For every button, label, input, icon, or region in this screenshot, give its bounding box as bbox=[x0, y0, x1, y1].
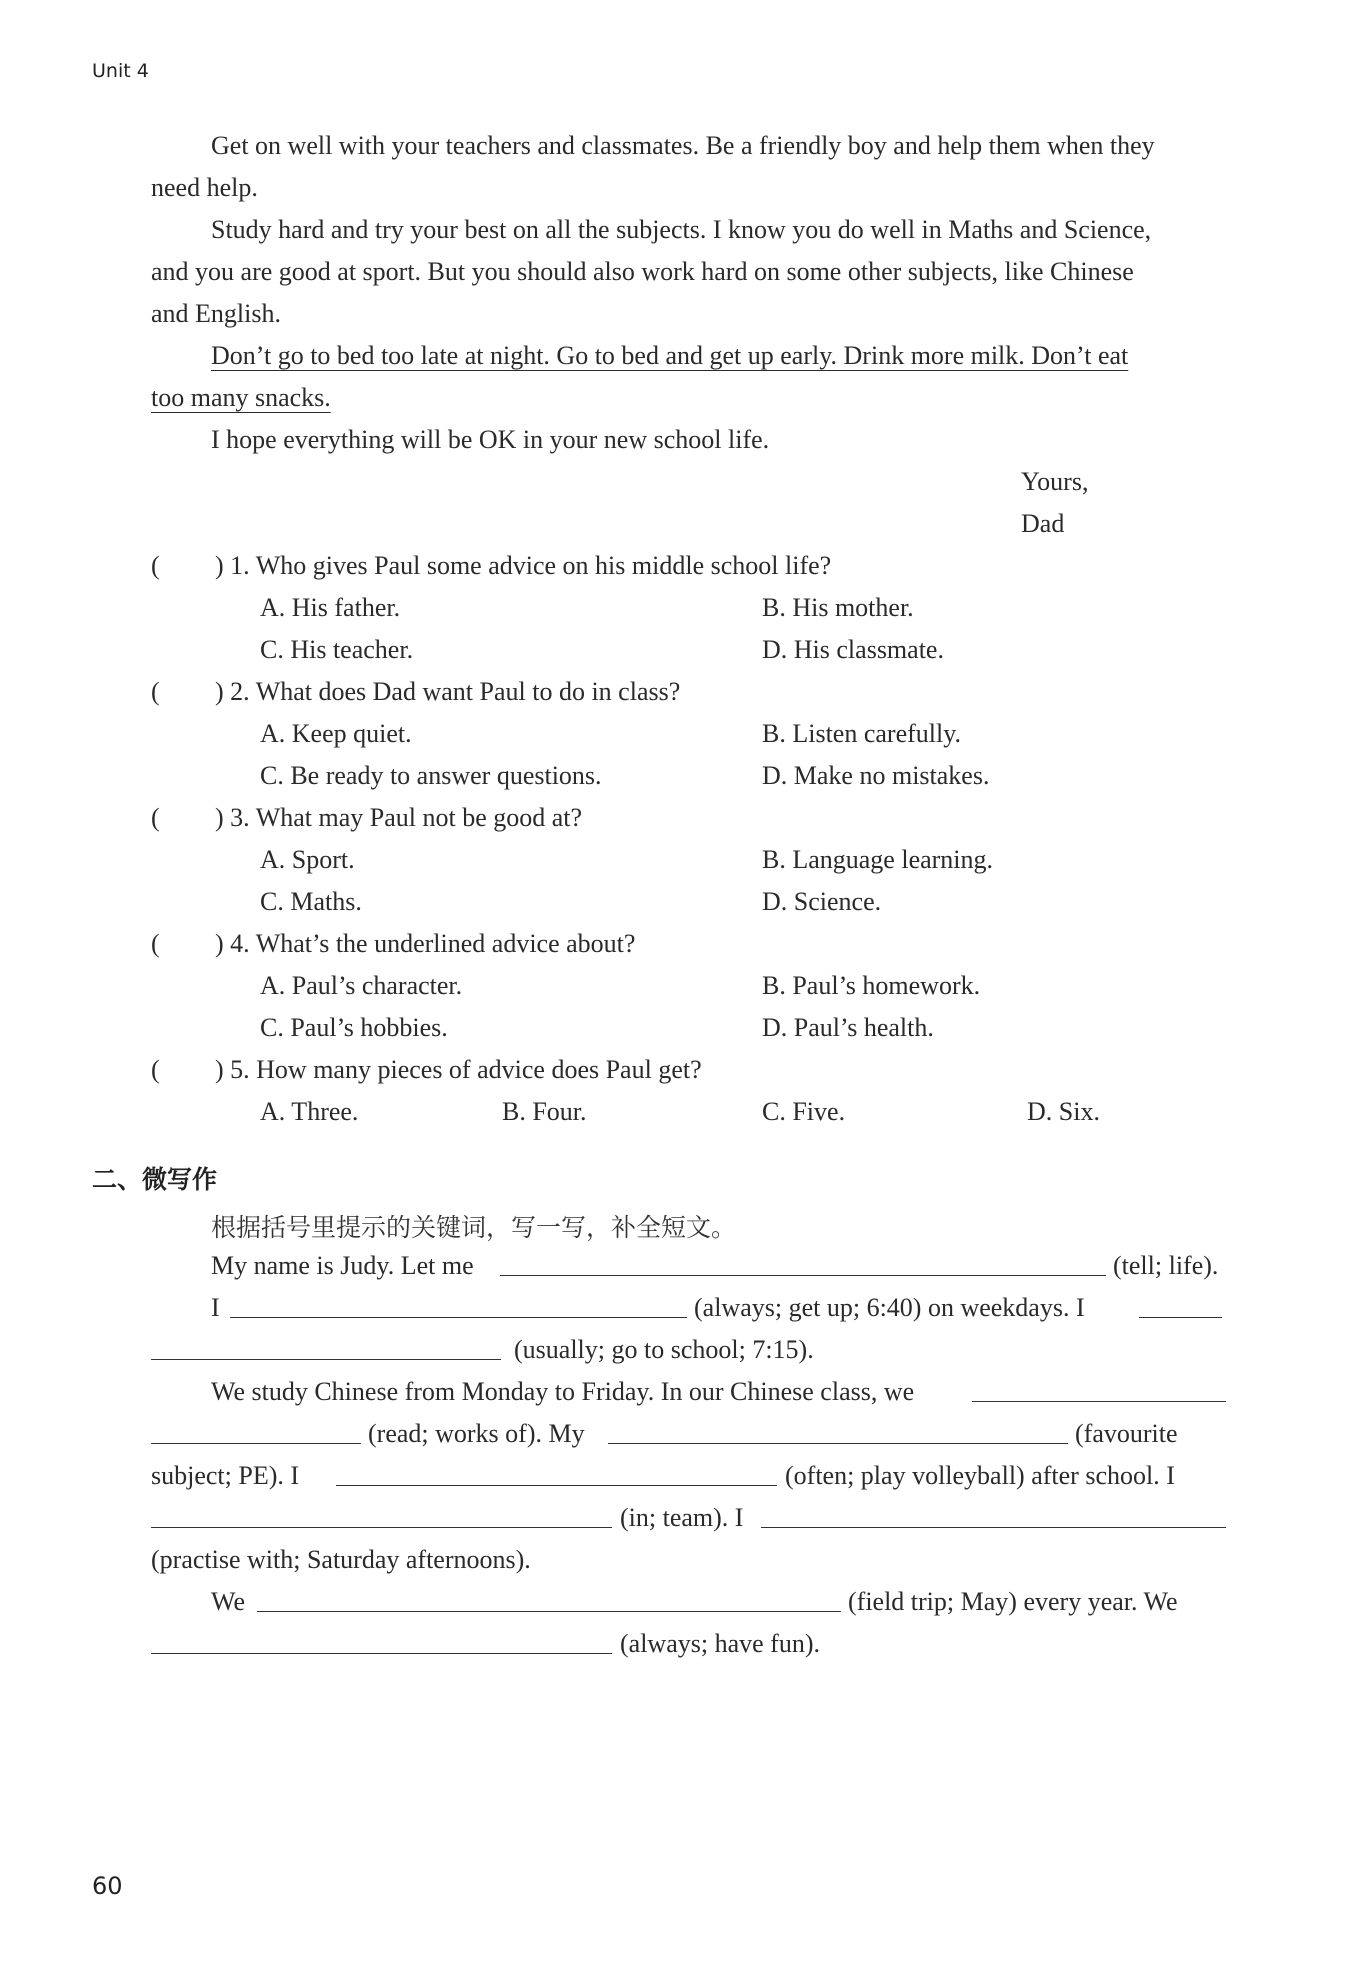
answer-blank[interactable] bbox=[151, 1653, 612, 1654]
question-stem: ) 5. How many pieces of advice does Paul get? bbox=[215, 1055, 702, 1084]
question-stem: ) 1. Who gives Paul some advice on his middle school life? bbox=[215, 551, 832, 580]
option-b: B. Listen carefully. bbox=[762, 719, 962, 748]
writing-text: I bbox=[211, 1293, 220, 1322]
answer-paren: ( bbox=[151, 551, 160, 580]
question-stem: ) 4. What’s the underlined advice about? bbox=[215, 929, 636, 958]
option-a: A. Three. bbox=[260, 1097, 359, 1126]
keyword-hint: (usually; go to school; 7:15). bbox=[514, 1335, 814, 1364]
option-b: B. His mother. bbox=[762, 593, 914, 622]
keyword-hint: (often; play volleyball) after school. I bbox=[785, 1461, 1175, 1490]
option-a: A. Sport. bbox=[260, 845, 355, 874]
underlined-advice-line: too many snacks. bbox=[151, 383, 331, 412]
answer-blank[interactable] bbox=[500, 1275, 1106, 1276]
keyword-hint: (always; have fun). bbox=[620, 1629, 820, 1658]
writing-text: My name is Judy. Let me bbox=[211, 1251, 474, 1280]
letter-line: I hope everything will be OK in your new school life. bbox=[211, 425, 770, 454]
option-a: A. Paul’s character. bbox=[260, 971, 463, 1000]
option-c: C. Paul’s hobbies. bbox=[260, 1013, 448, 1042]
option-d: D. Six. bbox=[1027, 1097, 1100, 1126]
letter-line: and you are good at sport. But you should also work hard on some other subjects, like Chinese bbox=[151, 257, 1134, 286]
answer-blank[interactable] bbox=[1139, 1317, 1222, 1318]
option-b: B. Language learning. bbox=[762, 845, 994, 874]
unit-header: Unit 4 bbox=[92, 60, 149, 82]
option-a: A. Keep quiet. bbox=[260, 719, 412, 748]
writing-text: We study Chinese from Monday to Friday. In our Chinese class, we bbox=[211, 1377, 915, 1406]
letter-closing: Yours, bbox=[1021, 467, 1089, 496]
option-d: D. Make no mistakes. bbox=[762, 761, 990, 790]
question-stem: ) 2. What does Dad want Paul to do in class? bbox=[215, 677, 681, 706]
answer-blank[interactable] bbox=[972, 1401, 1226, 1402]
option-c: C. Be ready to answer questions. bbox=[260, 761, 602, 790]
keyword-hint: (practise with; Saturday afternoons). bbox=[151, 1545, 531, 1574]
underlined-advice-line: Don’t go to bed too late at night. Go to bed and get up early. Drink more milk. Don’t eat bbox=[211, 341, 1129, 370]
section-instruction: 根据括号里提示的关键词，写一写，补全短文。 bbox=[211, 1213, 737, 1242]
answer-blank[interactable] bbox=[151, 1359, 501, 1360]
option-d: D. Science. bbox=[762, 887, 882, 916]
answer-blank[interactable] bbox=[336, 1485, 777, 1486]
option-b: B. Four. bbox=[502, 1097, 587, 1126]
letter-line: and English. bbox=[151, 299, 281, 328]
keyword-hint: (field trip; May) every year. We bbox=[848, 1587, 1178, 1616]
answer-paren: ( bbox=[151, 803, 160, 832]
option-c: C. Five. bbox=[762, 1097, 846, 1126]
answer-blank[interactable] bbox=[608, 1443, 1068, 1444]
option-c: C. Maths. bbox=[260, 887, 362, 916]
keyword-hint: (tell; life). bbox=[1113, 1251, 1219, 1280]
keyword-hint: (favourite bbox=[1075, 1419, 1178, 1448]
question-stem: ) 3. What may Paul not be good at? bbox=[215, 803, 583, 832]
letter-line: Get on well with your teachers and classmates. Be a friendly boy and help them when they bbox=[211, 131, 1155, 160]
option-d: D. Paul’s health. bbox=[762, 1013, 934, 1042]
letter-line: need help. bbox=[151, 173, 258, 202]
answer-paren: ( bbox=[151, 677, 160, 706]
keyword-hint: (read; works of). My bbox=[368, 1419, 585, 1448]
writing-text: We bbox=[211, 1587, 245, 1616]
answer-blank[interactable] bbox=[761, 1527, 1226, 1528]
option-a: A. His father. bbox=[260, 593, 401, 622]
letter-signature: Dad bbox=[1021, 509, 1065, 538]
letter-line: Study hard and try your best on all the subjects. I know you do well in Maths and Science, bbox=[211, 215, 1152, 244]
option-b: B. Paul’s homework. bbox=[762, 971, 981, 1000]
option-d: D. His classmate. bbox=[762, 635, 944, 664]
answer-blank[interactable] bbox=[230, 1317, 687, 1318]
option-c: C. His teacher. bbox=[260, 635, 414, 664]
section-title: 二、微写作 bbox=[92, 1165, 218, 1194]
keyword-hint: subject; PE). I bbox=[151, 1461, 300, 1490]
answer-paren: ( bbox=[151, 929, 160, 958]
answer-blank[interactable] bbox=[257, 1611, 841, 1612]
answer-blank[interactable] bbox=[151, 1527, 612, 1528]
keyword-hint: (in; team). I bbox=[620, 1503, 744, 1532]
answer-paren: ( bbox=[151, 1055, 160, 1084]
page-number: 60 bbox=[92, 1872, 123, 1900]
keyword-hint: (always; get up; 6:40) on weekdays. I bbox=[694, 1293, 1085, 1322]
answer-blank[interactable] bbox=[151, 1443, 361, 1444]
